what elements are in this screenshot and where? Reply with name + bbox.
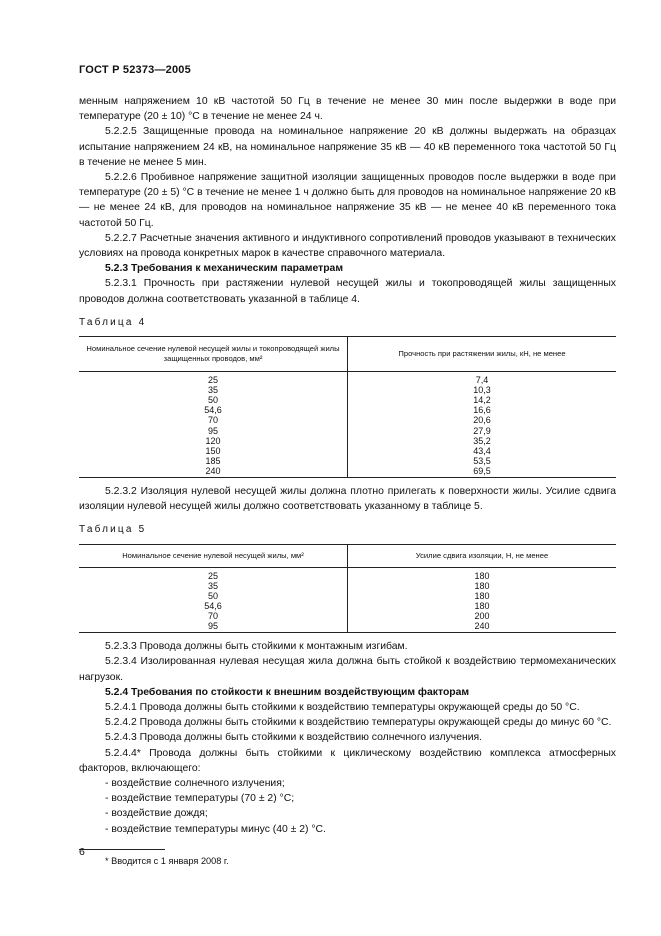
paragraph-5225: 5.2.2.5 Защищенные провода на номинальное напряжение 20 кВ должны выдержать на образцах испытание напряжением 24 кВ, на номинальное напряжение 35 кВ — 40 кВ переменного тока частотой 50 Гц в течение не менее 5 мин. <box>79 126 616 168</box>
table-cell: 10,3 <box>348 385 617 395</box>
table-cell: 120 <box>205 435 221 446</box>
paragraph-5243: 5.2.4.3 Провода должны быть стойкими к воздействию солнечного излучения. <box>105 732 483 744</box>
paragraph-5234: 5.2.3.4 Изолированная нулевая несущая жила должна быть стойкой к воздействию термомеханических нагрузок. <box>79 656 616 683</box>
table-row <box>79 456 616 466</box>
table-cell: 50 <box>207 395 218 406</box>
table4-caption: Таблица 4 <box>79 316 147 328</box>
table-row <box>79 581 616 591</box>
paragraph-5231: 5.2.3.1 Прочность при растяжении нулевой несущей жилы и токопроводящей жилы защищенных проводов должна соответствовать указанной в таблице 4. <box>79 278 616 305</box>
table-row <box>79 611 616 621</box>
table-cell: 95 <box>79 621 348 633</box>
table5-caption: Таблица 5 <box>79 524 147 536</box>
paragraph-5232: 5.2.3.2 Изоляция нулевой несущей жилы должна плотно прилегать к поверхности жилы. Усилие сдвига изоляции нулевой несущей жилы должно соответствовать указанному в таблице 5. <box>79 485 616 513</box>
paragraph-5244: 5.2.4.4* Провода должны быть стойкими к циклическому воздействию комплекса атмосферных факторов, включающего: <box>79 747 616 774</box>
table-row <box>79 385 616 395</box>
table-4 <box>79 336 616 478</box>
paragraph-5227: 5.2.2.7 Расчетные значения активного и индуктивного сопротивлений проводов указывают в технических условиях на провода конкретных марок в качестве справочного материала. <box>79 232 616 260</box>
list-item: - воздействие температуры (70 ± 2) °С; <box>105 793 295 805</box>
table-cell: 25 <box>207 375 218 386</box>
table-cell: 25 <box>207 570 218 581</box>
table-cell: 95 <box>207 425 218 436</box>
table-row <box>79 395 616 405</box>
footnote: * Вводится с 1 января 2008 г. <box>105 855 229 866</box>
table-cell: 35,2 <box>348 436 617 446</box>
table-row <box>79 601 616 611</box>
table-row <box>79 372 616 386</box>
page-content <box>79 94 616 869</box>
table-row <box>79 466 616 478</box>
table-cell: 69,5 <box>348 466 617 478</box>
table-cell: 240 <box>79 466 348 478</box>
paragraph-continuation: менным напряжением 10 кВ частотой 50 Гц в течение не менее 30 мин после выдержки в воде при температуре (20 ± 10) °С в течение не менее 24 ч. <box>79 96 616 123</box>
table-cell: 20,6 <box>348 415 617 425</box>
section-heading-524: 5.2.4 Требования по стойкости к внешним воздействующим факторам <box>105 686 470 698</box>
table4-header-section: Номинальное сечение нулевой несущей жилы и токопроводящей жилы защищенных проводов, мм² <box>79 337 348 372</box>
table-row <box>79 621 616 633</box>
table-row <box>79 405 616 415</box>
table-cell: 180 <box>348 581 617 591</box>
page-number: 6 <box>79 846 85 858</box>
table-cell: 16,6 <box>348 405 617 415</box>
table-cell: 180 <box>348 567 617 581</box>
document-header: ГОСТ Р 52373—2005 <box>79 64 191 76</box>
table-cell: 27,9 <box>348 426 617 436</box>
list-item: - воздействие солнечного излучения; <box>105 777 285 789</box>
table-row <box>79 436 616 446</box>
table-cell: 150 <box>205 445 221 456</box>
table-row <box>79 567 616 581</box>
table4-header-strength: Прочность при растяжении жилы, кН, не менее <box>348 337 617 372</box>
table5-header-force: Усилие сдвига изоляции, Н, не менее <box>348 544 617 567</box>
table-cell: 180 <box>348 591 617 601</box>
table-row <box>79 591 616 601</box>
table-cell: 43,4 <box>348 446 617 456</box>
section-heading-523: 5.2.3 Требования к механическим параметрам <box>105 263 344 275</box>
table-cell: 200 <box>348 611 617 621</box>
list-item: - воздействие дождя; <box>105 808 208 820</box>
table-cell: 185 <box>205 455 221 466</box>
table-cell: 70 <box>207 415 218 426</box>
paragraph-5226: 5.2.2.6 Пробивное напряжение защитной изоляции защищенных проводов после выдержки в воде при температуре (20 ± 5) °С в течение не менее 1 ч должно быть для проводов на номинальное напряжение 20 кВ — не менее 24 кВ, для проводов на номинальное напряжение 35 кВ — не менее 40 кВ переменного тока частотой 50 Гц. <box>79 172 616 229</box>
table-cell: 54,6 <box>204 405 222 416</box>
table-cell: 35 <box>207 580 218 591</box>
table-cell: 14,2 <box>348 395 617 405</box>
table-cell: 240 <box>348 621 617 633</box>
list-item: - воздействие температуры минус (40 ± 2) °С. <box>105 823 326 835</box>
table-5 <box>79 544 616 634</box>
table-row <box>79 426 616 436</box>
paragraph-5242: 5.2.4.2 Провода должны быть стойкими к воздействию температуры окружающей среды до минус 60 °С. <box>105 717 612 729</box>
table-cell: 54,6 <box>204 600 222 611</box>
table-cell: 180 <box>348 601 617 611</box>
table-cell: 50 <box>207 590 218 601</box>
footnote-divider <box>79 849 165 850</box>
table-cell: 53,5 <box>348 456 617 466</box>
table-cell: 7,4 <box>348 372 617 386</box>
table-row <box>79 415 616 425</box>
table-cell: 70 <box>207 610 218 621</box>
paragraph-5241: 5.2.4.1 Провода должны быть стойкими к воздействию температуры окружающей среды до 50 °С. <box>105 701 580 713</box>
table-cell: 35 <box>207 385 218 396</box>
table5-header-section: Номинальное сечение нулевой несущей жилы, мм² <box>79 544 348 567</box>
table-row <box>79 446 616 456</box>
paragraph-5233: 5.2.3.3 Провода должны быть стойкими к монтажным изгибам. <box>105 641 408 653</box>
